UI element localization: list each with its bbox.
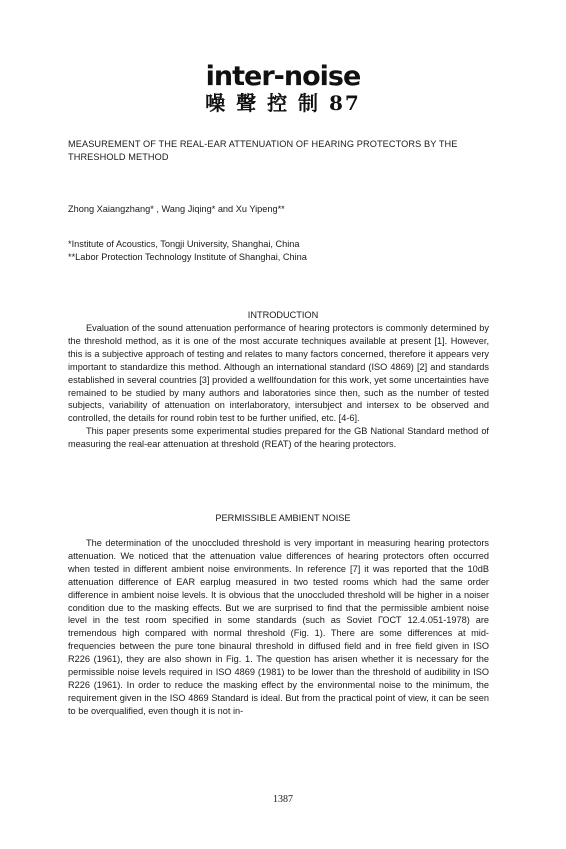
section-heading-permissible-noise: PERMISSIBLE AMBIENT NOISE: [215, 513, 351, 523]
affiliations: [68, 238, 498, 264]
author-list: Zhong Xaiangzhang* , Wang Jiqing* and Xu Yipeng**: [68, 204, 285, 214]
affiliation-2: **Labor Protection Technology Institute of Shanghai, China: [68, 251, 307, 262]
paragraph: The determination of the unoccluded threshold is very important in measuring hearing protectors attenuation. We noticed that the attenuation value differences of hearing protectors often occurred when tested in different ambient noise environments. In reference [7] it was reported that the 10dB attenuation difference of EAR earplug measured in two tested rooms which had the same order difference in ambient noise levels. It is obvious that the unoccluded threshold will be higher in a noiser condition due to the masking effects. But we are surprised to find that the permissible ambient noise level in the test room specified in some standards (such as Soviet ГОСТ 12.4.051-1978) are tremendous high compared with normal threshold (Fig. 1). There are some differences at mid-frequencies between the pure tone binaural threshold in diffused field and in free field given in ISO R226 (1961), they are also shown in Fig. 1. The question has arisen whether it is necessary for the permissible noise levels required in ISO 4869 (1981) to be lower than the threshold of audibility in ISO R226 (1961). In order to reduce the masking effect by the environmental noise to the minimum, the requirement given in the ISO 4869 Standard is ideal. But from the practical point of view, it can be seen to be overqualified, even though it is not in-: [68, 538, 489, 716]
section-heading-introduction: INTRODUCTION: [247, 310, 319, 320]
introduction-body: [68, 322, 489, 451]
paper-title: MEASUREMENT OF THE REAL-EAR ATTENUATION OF HEARING PROTECTORS BY THE THRESHOLD METHOD: [68, 139, 458, 162]
affiliation-1: *Institute of Acoustics, Tongji University, Shanghai, China: [68, 239, 300, 249]
page-number: 1387: [273, 794, 293, 805]
paragraph: Evaluation of the sound attenuation performance of hearing protectors is commonly determined by the threshold method, as it is one of the most accurate techniques available at present [1]. However, this is a subjective approach of testing and relates to many factors concerned, therefore it appears very important to standardize this method. Although an international standard (ISO 4869) [2] and standards established in several countries [3] provided a wellfoundation for this work, yet some uncertainties have remained to be studied by many authors and laboratories since then, such as the number of tested subjects, variability of attenuation on interlaboratory, intersubject and intersex to be observed and controlled, the details for round robin test to be further unified, etc. [4-6].: [68, 323, 489, 424]
permissible-noise-body: [68, 537, 489, 718]
paragraph: This paper presents some experimental studies prepared for the GB National Standard method of measuring the real-ear attenuation at threshold (REAT) of the hearing protectors.: [68, 426, 489, 450]
logo-wordmark: inter-noise: [205, 61, 361, 92]
logo-chinese-subtitle: 噪 聲 控 制 87: [205, 91, 361, 115]
conference-logo: [0, 62, 566, 114]
